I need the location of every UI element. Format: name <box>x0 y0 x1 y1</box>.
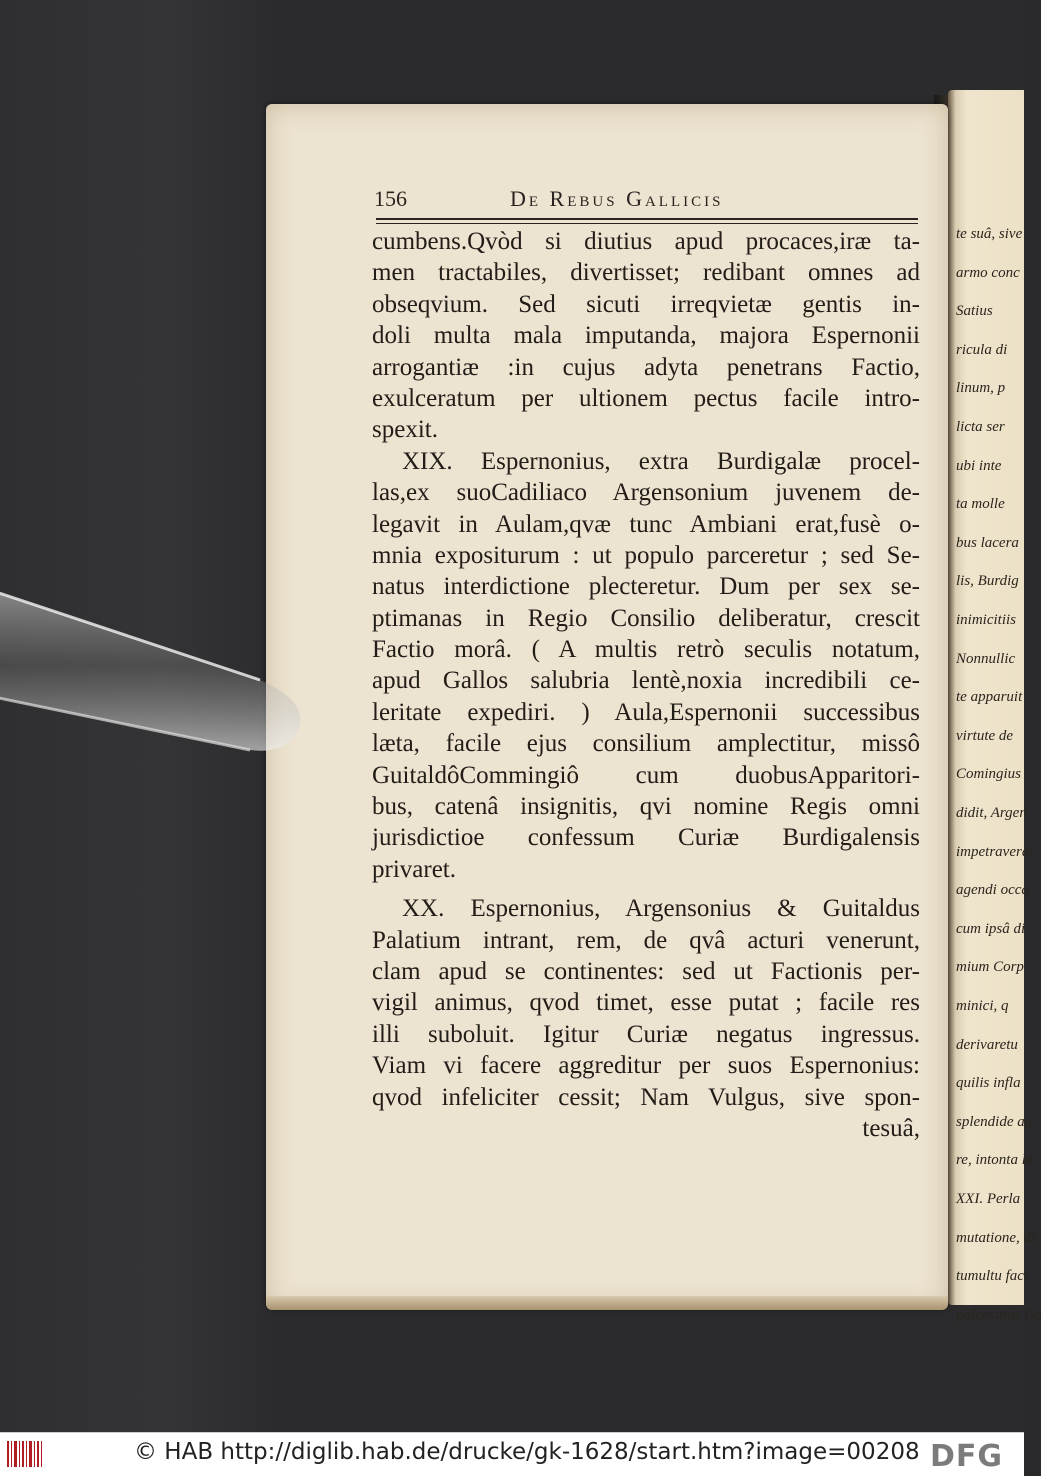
margin-note-line: inimicitiis <box>956 612 1016 628</box>
margin-note-line: ubi inte <box>956 457 1002 474</box>
margin-note-line: virtute de <box>956 727 1014 744</box>
running-head-title: De Rebus Gallicis <box>510 186 724 211</box>
dfg-logo: DFG <box>930 1439 1004 1474</box>
margin-note-line: te apparuit <box>956 689 1023 706</box>
margin-note-line: minici, q <box>956 998 1009 1014</box>
margin-note-line: ricula di <box>956 341 1008 358</box>
text-line: privaret. <box>372 855 456 883</box>
margin-note-line: agendi occa <box>956 882 1029 899</box>
text-line: jurisdictioe confessum Curiæ Burdigalensis <box>372 824 920 852</box>
text-line: læta, facile ejus consilium amplectitur, missô <box>372 730 920 758</box>
margin-note-line: armo conc <box>956 264 1020 281</box>
margin-note-line: licta ser <box>956 419 1005 435</box>
text-line: leritate expediri. ) Aula,Espernonii successibus <box>372 698 920 726</box>
text-line: XIX. Espernonius, extra Burdigalæ procel- <box>402 447 920 475</box>
text-line: bus, catenâ insignitis, qvi nomine Regis omni <box>372 793 920 821</box>
text-line: Palatium intrant, rem, de qvâ acturi venerunt, <box>372 926 920 954</box>
text-line: apud Gallos salubria lentè,noxia incredibili ce- <box>372 667 920 695</box>
margin-note-line: linum, p <box>956 380 1006 397</box>
margin-note-line: lis, Burdig <box>956 573 1019 590</box>
margin-note-line: te suâ, sive <box>956 226 1023 242</box>
text-line: natus interdictione plecteretur. Dum per sex se- <box>372 573 920 601</box>
text-line: mnia expositurum : ut populo parceretur ; sed Se- <box>372 541 920 569</box>
margin-note-line: derivaretu <box>956 1036 1018 1053</box>
margin-note-line: splendide ag <box>956 1113 1033 1130</box>
text-line: GuitaldôCommingiô cum duobusApparitori- <box>372 761 920 789</box>
text-line: qvod infeliciter cessit; Nam Vulgus, sive spon- <box>372 1083 920 1111</box>
header-rule <box>376 218 918 224</box>
page-number: 156 <box>374 186 407 211</box>
text-line: arrogantiæ :in cujus adyta penetrans Factio, <box>372 353 920 381</box>
text-line: XX. Espernonius, Argensonius & Guitaldus <box>402 895 920 923</box>
text-line: Factio morâ. ( A multis retrò seculis notatum, <box>372 636 920 664</box>
margin-note-line: quilis infla <box>956 1075 1021 1092</box>
text-line: Viam vi facere aggreditur per suos Espernonius: <box>372 1052 920 1080</box>
margin-note-line: Satius <box>956 303 993 320</box>
text-line: cumbens.Qvòd si diutius apud procaces,iræ ta- <box>372 228 920 255</box>
margin-note-line: Comingius <box>956 766 1022 783</box>
text-line: tesuâ, <box>862 1114 920 1142</box>
text-line: men tractabiles, divertisset; redibant omnes ad <box>372 259 920 287</box>
margin-note-line: XXI. Perla <box>956 1191 1021 1207</box>
text-line: doli multa mala imputanda, majora Espernonii <box>372 322 920 350</box>
text-line: illi suboluit. Igitur Curiæ negatus ingressus. <box>372 1020 920 1048</box>
margin-note-line: Nonnullic <box>956 650 1016 667</box>
text-line <box>372 885 920 893</box>
hab-barcode-icon <box>6 1439 46 1469</box>
text-line: las,ex suoCadiliaco Argensonium juvenem de- <box>372 479 920 507</box>
text-line: ptimanas in Regio Consilio deliberatur, crescit <box>372 604 920 632</box>
footer-credit-link[interactable]: © HAB http://diglib.hab.de/drucke/gk-1628/start.htm?image=00208 <box>134 1439 920 1465</box>
margin-note-line: galensibus De <box>956 1306 1041 1323</box>
margin-note-line: cum ipsâ di <box>956 920 1026 937</box>
margin-note-line: didit, Argen <box>956 805 1027 821</box>
text-line: spexit. <box>372 416 438 444</box>
body-text <box>372 226 920 1144</box>
text-line: obseqvium. Sed sicuti irreqvietæ gentis in- <box>372 290 920 318</box>
margin-note-line: mium Corp <box>956 959 1024 976</box>
text-line: clam apud se continentes: sed ut Factionis per- <box>372 957 920 985</box>
text-line: legavit in Aulam,qvæ tunc Ambiani erat,fusè o- <box>372 510 920 538</box>
page-bottom-edge <box>266 1296 948 1310</box>
glass-page-holder <box>0 560 320 770</box>
text-line: exulceratum per ultionem pectus facile intro- <box>372 384 920 412</box>
margin-note-line: mutatione, de <box>956 1229 1038 1246</box>
footer-bar <box>0 1432 1024 1476</box>
margin-note-line: impetraverat <box>956 843 1034 860</box>
margin-note-line: tumultu fact <box>956 1268 1029 1285</box>
margin-note-line: re, intonta la <box>956 1152 1034 1169</box>
margin-note-line: bus lacera <box>956 534 1019 551</box>
text-line: vigil animus, qvod timet, esse putat ; facile res <box>372 989 920 1017</box>
margin-note-line: ta molle <box>956 496 1005 513</box>
running-head <box>374 186 920 218</box>
